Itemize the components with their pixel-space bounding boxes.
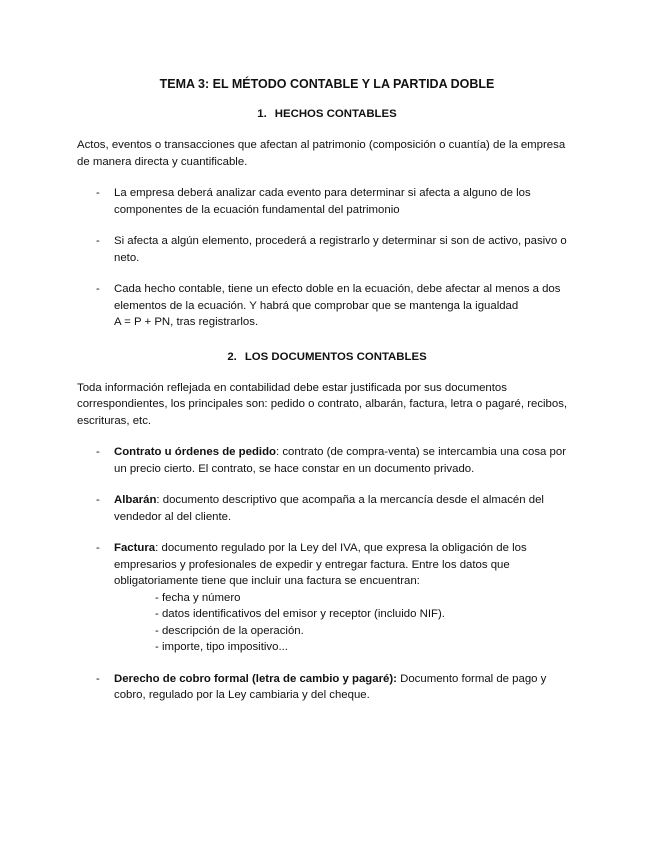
section-2-number: 2. xyxy=(227,350,237,363)
section-2-title: LOS DOCUMENTOS CONTABLES xyxy=(244,350,427,363)
section-1-number: 1. xyxy=(257,108,267,120)
bullet-text: : documento descriptivo que acompaña a la mercancía desde el almacén del vendedor al del cliente. xyxy=(114,494,544,523)
bullet-marker: - xyxy=(96,494,100,506)
bullet-marker: - xyxy=(96,235,100,247)
section-2-bullet-4 xyxy=(77,671,577,704)
bullet-text: : documento regulado por la Ley del IVA, que expresa la obligación de los empresarios y profesionales de expedir y entregar factura. Entre los datos que obligatoriamente tiene que incluir una factura se encuentran: xyxy=(114,542,527,587)
bullet-text: La empresa deberá analizar cada evento para determinar si afecta a alguno de los componentes de la ecuación fundamental del patrimonio xyxy=(114,187,531,216)
section-2-bullet-list xyxy=(77,444,577,704)
invoice-fields-list xyxy=(114,590,577,656)
bullet-text-equation: A = P + PN, tras registrarlos. xyxy=(114,316,259,328)
bullet-term: Factura xyxy=(114,542,156,554)
bullet-marker: - xyxy=(96,446,100,458)
section-1-bullet-2 xyxy=(77,233,577,266)
section-2-bullet-3 xyxy=(77,540,577,656)
section-2-bullet-1 xyxy=(77,444,577,477)
section-1-bullet-list xyxy=(77,185,577,331)
bullet-term: Derecho de cobro formal (letra de cambio y pagaré): xyxy=(114,672,397,685)
invoice-field-item: - descripción de la operación. xyxy=(155,624,304,637)
bullet-text: : contrato (de compra-venta) se intercambia una cosa por un precio cierto. El contrato, se hace constar en un documento privado. xyxy=(114,446,566,475)
section-1-bullet-3 xyxy=(77,281,577,331)
invoice-field-item: - datos identificativos del emisor y receptor (incluido NIF). xyxy=(155,608,445,620)
bullet-text: Cada hecho contable, tiene un efecto doble en la ecuación, debe afectar al menos a dos elementos de la ecuación. Y habrá que comprobar que se mantenga la igualdad xyxy=(114,283,561,312)
section-1-intro: Actos, eventos o transacciones que afectan al patrimonio (composición o cuantía) de la empresa de manera directa y cuantificable. xyxy=(77,139,566,168)
section-2-bullet-2 xyxy=(77,492,577,525)
section-1-bullet-1 xyxy=(77,185,577,218)
bullet-marker: - xyxy=(96,542,100,554)
section-1-heading xyxy=(77,106,577,122)
bullet-term: Contrato u órdenes de pedido xyxy=(114,446,277,458)
invoice-field-item: - fecha y número xyxy=(155,591,241,604)
section-1-title: HECHOS CONTABLES xyxy=(274,108,397,120)
document-title: TEMA 3: EL MÉTODO CONTABLE Y LA PARTIDA DOBLE xyxy=(159,77,495,91)
section-2-intro: Toda información reflejada en contabilidad debe estar justificada por sus documentos correspondientes, los principales son: pedido o contrato, albarán, factura, letra o pagaré, recibos, escrituras, etc. xyxy=(77,381,568,427)
bullet-text: Si afecta a algún elemento, procederá a registrarlo y determinar si son de activo, pasivo o neto. xyxy=(114,235,567,264)
bullet-marker: - xyxy=(96,187,100,199)
bullet-text: Documento formal de pago y cobro, regulado por la Ley cambiaria y del cheque. xyxy=(114,672,547,701)
invoice-field-item: - importe, tipo impositivo... xyxy=(155,641,288,653)
bullet-term: Albarán xyxy=(114,494,157,506)
bullet-marker: - xyxy=(96,283,100,295)
bullet-marker: - xyxy=(96,672,100,685)
section-2-heading xyxy=(77,349,577,365)
